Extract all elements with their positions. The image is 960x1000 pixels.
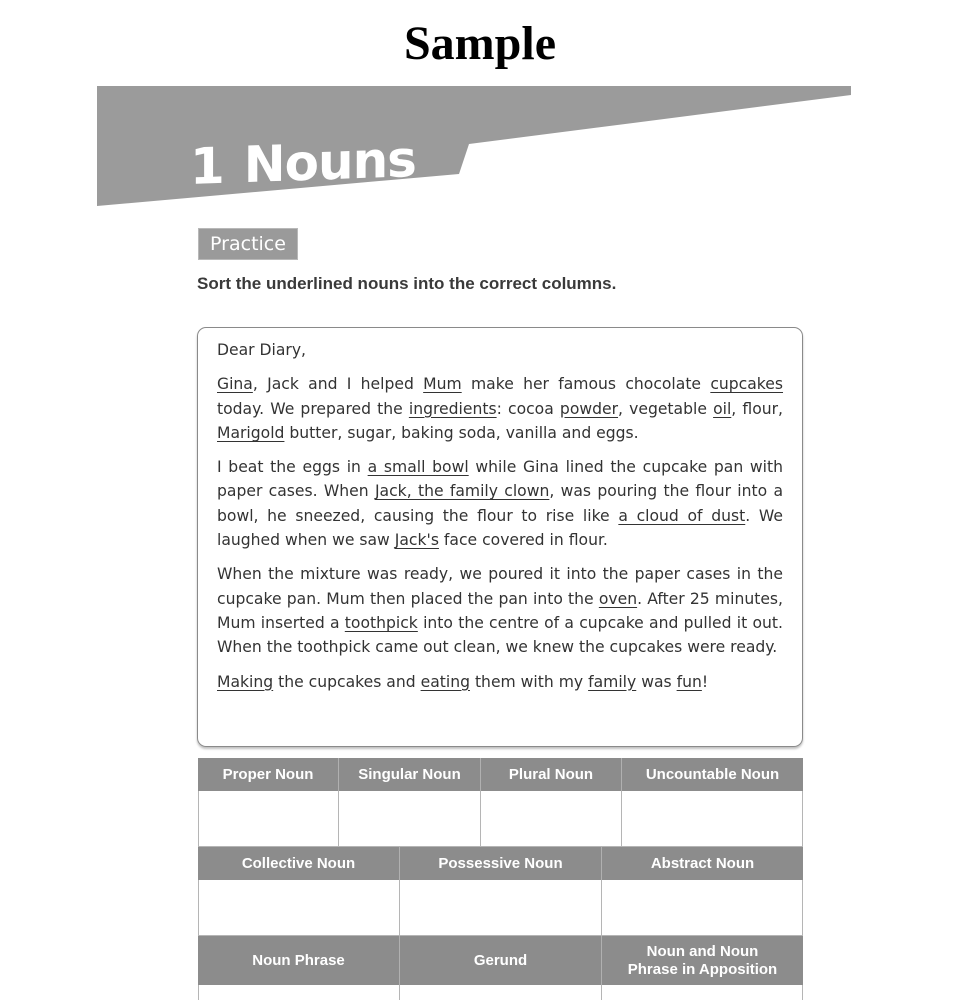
passage-text: : cocoa bbox=[496, 399, 560, 418]
passage-text: the cupcakes and bbox=[273, 672, 421, 691]
table-answer-row bbox=[198, 791, 803, 847]
passage-text: When the mixture was ready, we poured it into the paper cases in the cupcake pan. Mum then placed the pan into the bbox=[217, 565, 783, 608]
answer-cell-collective-noun[interactable] bbox=[198, 880, 400, 936]
passage-text: was bbox=[636, 672, 677, 691]
passage-text: , flour, bbox=[731, 399, 784, 418]
passage-text: ! bbox=[701, 672, 709, 691]
underlined-noun: powder bbox=[559, 399, 619, 418]
instruction-text: Sort the underlined nouns into the correct columns. bbox=[197, 274, 617, 293]
underlined-noun: Mum bbox=[423, 375, 462, 394]
underlined-noun: Making bbox=[217, 672, 274, 691]
answer-cell-singular-noun[interactable] bbox=[339, 791, 481, 847]
underlined-noun: eating bbox=[420, 672, 470, 691]
diary-passage bbox=[197, 327, 803, 747]
answer-cell-abstract-noun[interactable] bbox=[602, 880, 803, 936]
answer-cell-noun-phrase[interactable] bbox=[198, 985, 400, 1000]
table-header-row bbox=[198, 847, 803, 880]
diary-paragraph bbox=[217, 455, 783, 552]
column-header-plural-noun: Plural Noun bbox=[481, 758, 622, 791]
column-header-noun-phrase: Noun Phrase bbox=[198, 936, 400, 985]
passage-text: . After 25 minutes, Mum inserted a bbox=[217, 589, 783, 632]
underlined-noun: Jack, the family clown bbox=[374, 482, 550, 501]
table-answer-row bbox=[198, 985, 803, 1000]
column-header-singular-noun: Singular Noun bbox=[339, 758, 481, 791]
underlined-noun: cupcakes bbox=[710, 375, 784, 394]
table-answer-row bbox=[198, 880, 803, 936]
underlined-noun: fun bbox=[676, 672, 702, 691]
sample-heading: Sample bbox=[403, 17, 556, 70]
underlined-noun: Marigold bbox=[217, 423, 285, 442]
table-header-row bbox=[198, 936, 803, 985]
diary-paragraph bbox=[217, 562, 783, 659]
underlined-noun: toothpick bbox=[344, 613, 418, 632]
column-header-proper-noun: Proper Noun bbox=[198, 758, 339, 791]
underlined-noun: a small bowl bbox=[367, 458, 469, 477]
passage-text: butter, sugar, baking soda, vanilla and eggs. bbox=[284, 423, 639, 442]
passage-text: , was pouring the flour into a bowl, he sneezed, causing the flour to rise like bbox=[217, 482, 784, 525]
passage-text: today. We prepared the bbox=[217, 399, 409, 418]
passage-text: , vegetable bbox=[618, 399, 714, 418]
chapter-title bbox=[190, 124, 416, 202]
practice-badge: Practice bbox=[198, 228, 298, 260]
diary-greeting: Dear Diary, bbox=[217, 341, 307, 359]
column-header-abstract-noun: Abstract Noun bbox=[602, 847, 803, 880]
answer-cell-plural-noun[interactable] bbox=[481, 791, 622, 847]
passage-text: I beat the eggs in bbox=[217, 458, 368, 477]
chapter-number: 1 bbox=[190, 136, 224, 196]
diary-paragraph bbox=[217, 670, 783, 694]
underlined-noun: family bbox=[588, 672, 637, 691]
underlined-noun: Jack's bbox=[394, 531, 439, 550]
answer-cell-proper-noun[interactable] bbox=[198, 791, 339, 847]
underlined-noun: Gina bbox=[217, 375, 253, 394]
chapter-name: Nouns bbox=[243, 130, 416, 195]
passage-text: face covered in flour. bbox=[438, 531, 608, 550]
answer-cell-apposition[interactable] bbox=[602, 985, 803, 1000]
column-header-uncountable-noun: Uncountable Noun bbox=[622, 758, 803, 791]
passage-text: , Jack and I helped bbox=[252, 375, 424, 394]
answer-cell-possessive-noun[interactable] bbox=[400, 880, 602, 936]
answer-cell-gerund[interactable] bbox=[400, 985, 602, 1000]
answer-cell-uncountable-noun[interactable] bbox=[622, 791, 803, 847]
diary-paragraph bbox=[217, 372, 783, 445]
column-header-collective-noun: Collective Noun bbox=[198, 847, 400, 880]
underlined-noun: oil bbox=[713, 399, 732, 418]
column-header-gerund: Gerund bbox=[400, 936, 602, 985]
table-header-row bbox=[198, 758, 803, 791]
passage-text: make her famous chocolate bbox=[461, 375, 711, 394]
underlined-noun: a cloud of dust bbox=[618, 506, 746, 525]
column-header-apposition: Noun and Noun Phrase in Apposition bbox=[602, 936, 803, 985]
passage-text: them with my bbox=[469, 672, 589, 691]
column-header-possessive-noun: Possessive Noun bbox=[400, 847, 602, 880]
passage-text: . We laughed when we saw bbox=[217, 506, 783, 550]
underlined-noun: oven bbox=[598, 589, 638, 608]
passage-text: into the centre of a cupcake and pulled it out. When the toothpick came out clean, we knew the cupcakes were ready. bbox=[217, 613, 783, 657]
underlined-noun: ingredients bbox=[408, 399, 497, 418]
passage-text: while Gina lined the cupcake pan with paper cases. When bbox=[217, 458, 784, 501]
